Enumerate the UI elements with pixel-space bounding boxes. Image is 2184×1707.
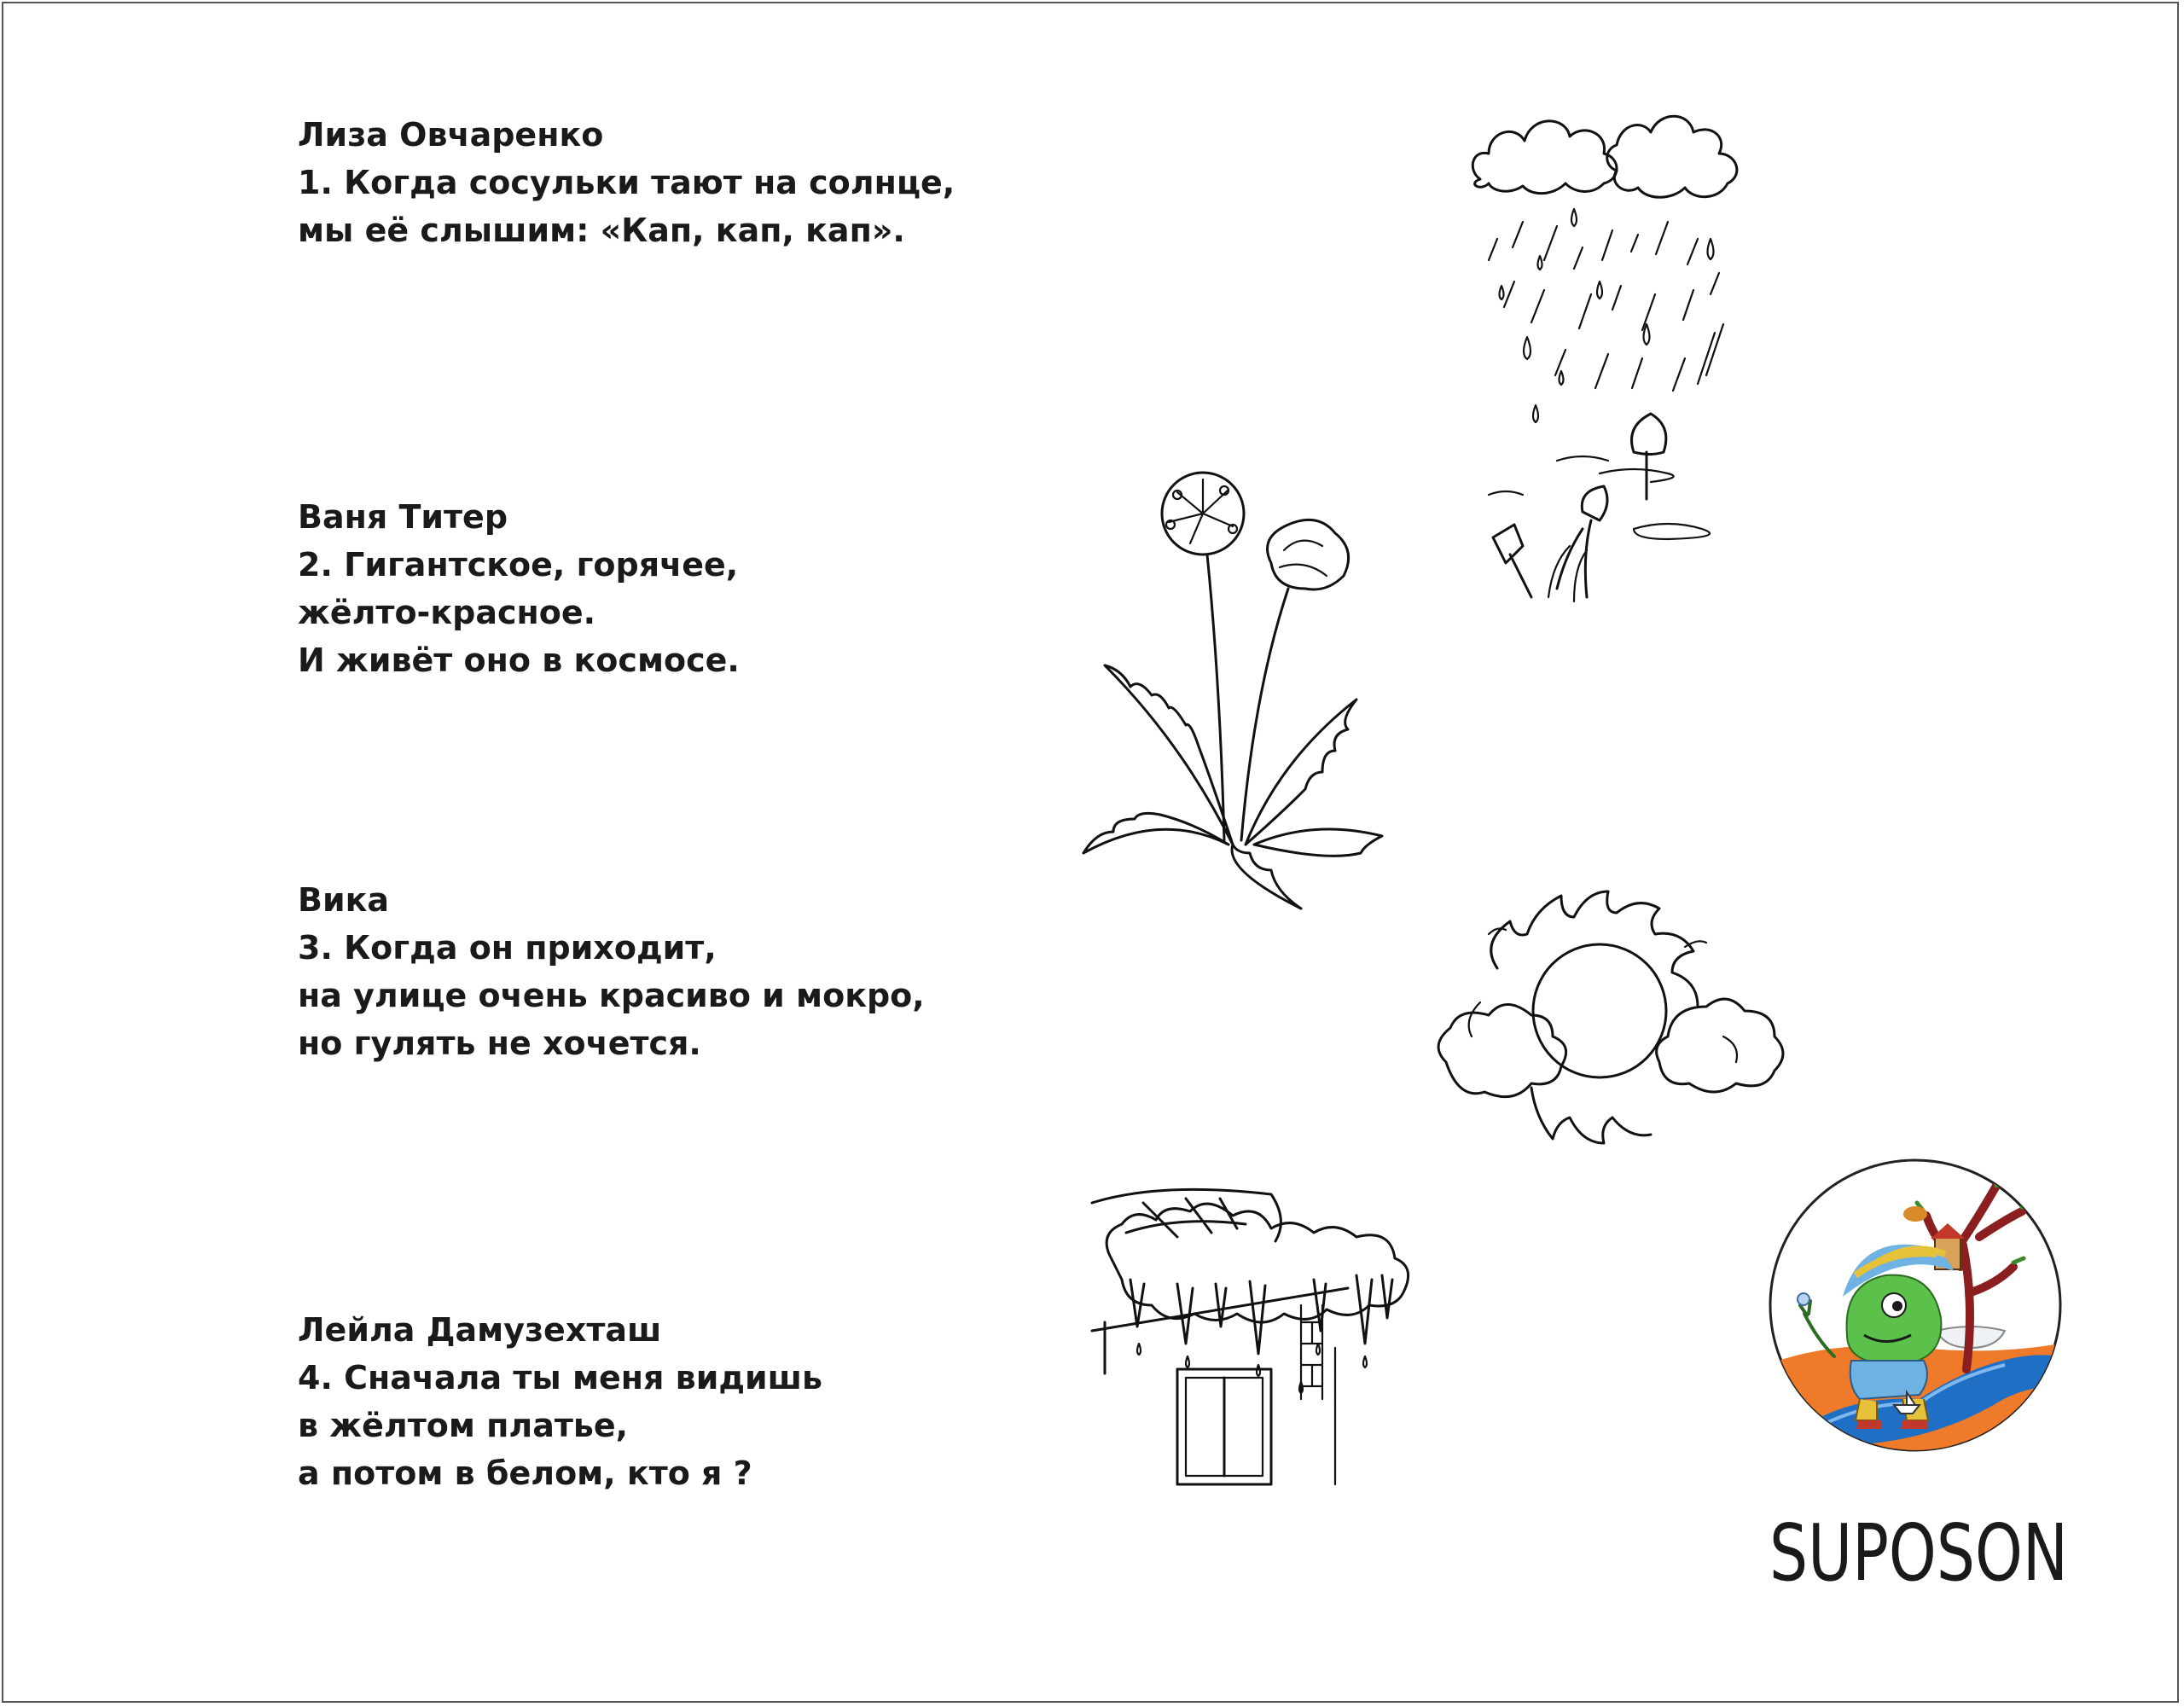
dandelion-icon <box>1083 469 1459 879</box>
riddle-2-author: Ваня Титер <box>298 498 508 536</box>
riddle-4-line-1: 4. Сначала ты меня видишь <box>298 1359 823 1396</box>
brand-logo <box>1766 1507 2073 1599</box>
riddle-1-line-1: 1. Когда сосульки тают на солнце, <box>298 164 956 201</box>
sun-clouds-icon <box>1429 883 1779 1156</box>
riddle-3-line-2: на улице очень красиво и мокро, <box>298 977 925 1014</box>
riddle-2-line-2: жёлто-красное. <box>298 594 596 631</box>
riddle-4-line-3: а потом в белом, кто я ? <box>298 1454 752 1492</box>
brand-name: SUPOSON <box>1769 1507 2068 1599</box>
riddle-3-line-1: 3. Когда он приходит, <box>298 929 717 967</box>
riddle-4-author: Лейла Дамузехташ <box>298 1311 662 1349</box>
riddle-1 <box>298 111 955 254</box>
riddle-1-line-2: мы её слышим: «Кап, кап, кап». <box>298 212 905 249</box>
riddle-4 <box>298 1306 822 1497</box>
riddle-1-author: Лиза Овчаренко <box>298 116 604 154</box>
riddle-3 <box>298 876 925 1067</box>
riddle-3-line-3: но гулять не хочется. <box>298 1025 701 1062</box>
riddle-2-line-1: 2. Гигантское, горячее, <box>298 546 739 584</box>
riddle-2 <box>298 493 740 684</box>
icicles-roof-icon <box>1092 1186 1408 1501</box>
riddle-2-line-3: И живёт оно в космосе. <box>298 642 740 679</box>
riddle-3-author: Вика <box>298 881 390 919</box>
mascot-logo-icon <box>1766 1156 2065 1454</box>
riddle-4-line-2: в жёлтом платье, <box>298 1407 629 1444</box>
rain-clouds-icon <box>1463 111 1770 606</box>
